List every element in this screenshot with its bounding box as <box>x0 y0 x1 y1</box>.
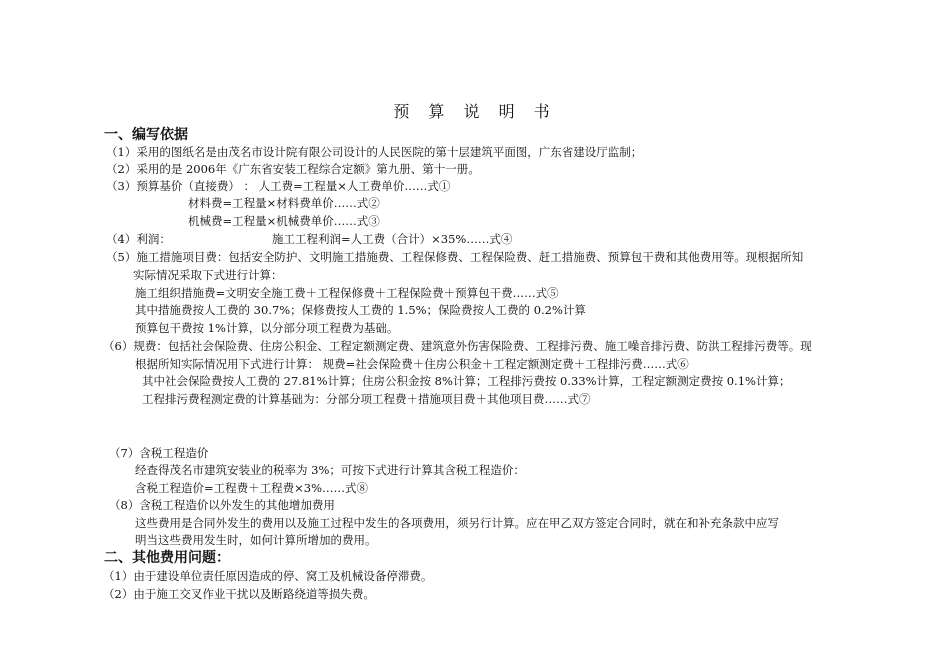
paragraph-line: （2）由于施工交叉作业干扰以及断路绕道等损失费。 <box>103 587 375 601</box>
paragraph-line: 材料费=工程量×材料费单价……式② <box>188 196 380 210</box>
paragraph-line: （6）规费：包括社会保险费、住房公积金、工程定额测定费、建筑意外伤害保险费、工程排污费、施工噪音排污费、防洪工程排污费等。现 <box>103 339 812 353</box>
paragraph-line: （5）施工措施项目费：包括安全防护、文明施工措施费、工程保修费、工程保险费、赶工措施费、预算包干费和其他费用等。现根据所知 <box>106 250 804 264</box>
paragraph-line: 这些费用是合同外发生的费用以及施工过程中发生的各项费用，须另行计算。应在甲乙双方签定合同时，就在和补充条款中应写 <box>135 516 779 530</box>
section-heading-basis: 一、编写依据 <box>104 127 188 143</box>
paragraph-line: 预算包干费按 1%计算，以分部分项工程费为基础。 <box>135 321 399 335</box>
paragraph-line: （4）利润： <box>106 232 171 246</box>
paragraph-line: 施工组织措施费=文明安全施工费＋工程保修费＋工程保险费＋预算包干费……式⑤ <box>135 286 559 300</box>
paragraph-line: 其中措施费按人工费的 30.7%；保修费按人工费的 1.5%；保险费按人工费的 0.2%计算 <box>135 303 586 317</box>
paragraph-line: 明当这些费用发生时，如何计算所增加的费用。 <box>135 533 377 547</box>
paragraph-line: （3）预算基价（直接费） ： 人工费=工程量×人工费单价……式① <box>106 179 451 193</box>
paragraph-line: （8）含税工程造价以外发生的其他增加费用 <box>109 498 335 512</box>
paragraph-line: 经查得茂名市建筑安装业的税率为 3%；可按下式进行计算其含税工程造价： <box>135 463 525 477</box>
document-title: 预 算 说 明 书 <box>393 102 557 121</box>
paragraph-line: 机械费=工程量×机械费单价……式③ <box>188 214 380 228</box>
paragraph-line: 工程排污费程测定费的计算基础为：分部分项工程费＋措施项目费＋其他项目费……式⑦ <box>142 392 591 406</box>
paragraph-line: 施工工程利润=人工费（合计）×35%……式④ <box>272 232 513 246</box>
section-heading-other-costs: 二、其他费用问题： <box>104 550 230 566</box>
paragraph-line: 实际情况采取下式进行计算： <box>133 268 283 282</box>
paragraph-line: （1）采用的图纸名是由茂名市设计院有限公司设计的人民医院的第十层建筑平面图，广东省建设厅监制； <box>106 145 643 159</box>
paragraph-line: 根据所知实际情况用下式进行计算： 规费=社会保险费＋住房公积金＋工程定额测定费＋工程排污费……式⑥ <box>135 357 689 371</box>
paragraph-line: （1）由于建设单位责任原因造成的停、窝工及机械设备停滞费。 <box>103 569 433 583</box>
paragraph-line: 其中社会保险费按人工费的 27.81%计算；住房公积金按 8%计算；工程排污费按 0.33%计算，工程定额测定费按 0.1%计算； <box>142 374 791 388</box>
paragraph-line: （7）含税工程造价 <box>109 446 209 460</box>
paragraph-line: （2）采用的是 2006年《广东省安装工程综合定额》第九册、第十一册。 <box>106 162 480 176</box>
paragraph-line: 含税工程造价=工程费＋工程费×3%……式⑧ <box>135 481 369 495</box>
